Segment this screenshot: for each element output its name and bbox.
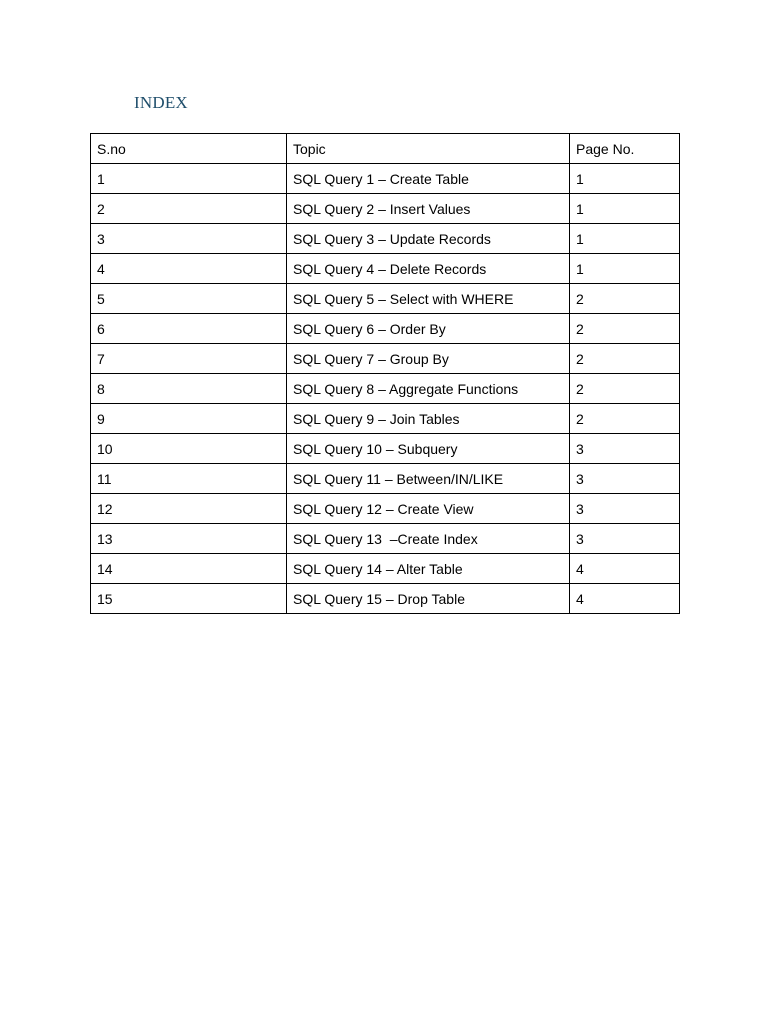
topic-cell: SQL Query 11 – Between/IN/LIKE [287,464,570,494]
serial-number-cell: 8 [91,374,287,404]
topic-cell: SQL Query 8 – Aggregate Functions [287,374,570,404]
topic-cell: SQL Query 4 – Delete Records [287,254,570,284]
serial-number-cell: 4 [91,254,287,284]
table-row [91,524,680,554]
topic-cell: SQL Query 12 – Create View [287,494,570,524]
page-number-cell: 2 [570,344,680,374]
page-number-cell: 2 [570,374,680,404]
table-row [91,584,680,614]
serial-number-cell: 7 [91,344,287,374]
topic-cell: SQL Query 14 – Alter Table [287,554,570,584]
table-row [91,224,680,254]
page-number-cell: 3 [570,464,680,494]
topic-cell: SQL Query 15 – Drop Table [287,584,570,614]
serial-number-cell: 5 [91,284,287,314]
topic-cell: SQL Query 1 – Create Table [287,164,570,194]
page-number-cell: 3 [570,494,680,524]
table-row [91,254,680,284]
table-body [91,164,680,614]
table-header [91,134,680,164]
serial-number-cell: 3 [91,224,287,254]
topic-cell: SQL Query 6 – Order By [287,314,570,344]
table-row [91,494,680,524]
topic-cell: SQL Query 10 – Subquery [287,434,570,464]
page-number-cell: 1 [570,164,680,194]
page-number-cell: 3 [570,524,680,554]
topic-cell: SQL Query 5 – Select with WHERE [287,284,570,314]
page-number-cell: 4 [570,584,680,614]
topic-cell: SQL Query 7 – Group By [287,344,570,374]
table-row [91,404,680,434]
serial-number-cell: 2 [91,194,287,224]
page-number-cell: 2 [570,404,680,434]
table-row [91,554,680,584]
serial-number-cell: 15 [91,584,287,614]
table-row [91,434,680,464]
header-topic: Topic [287,134,570,164]
table-row [91,314,680,344]
page-number-cell: 2 [570,314,680,344]
table-row [91,194,680,224]
page-number-cell: 1 [570,194,680,224]
serial-number-cell: 14 [91,554,287,584]
topic-cell: SQL Query 2 – Insert Values [287,194,570,224]
table-row [91,284,680,314]
table-row [91,164,680,194]
index-table [90,133,680,614]
page-title: INDEX [134,93,188,112]
table-row [91,344,680,374]
header-serial-number: S.no [91,134,287,164]
topic-cell: SQL Query 13 –Create Index [287,524,570,554]
page-number-cell: 1 [570,254,680,284]
serial-number-cell: 10 [91,434,287,464]
header-page-number: Page No. [570,134,680,164]
serial-number-cell: 6 [91,314,287,344]
topic-cell: SQL Query 3 – Update Records [287,224,570,254]
table-row [91,374,680,404]
serial-number-cell: 12 [91,494,287,524]
page-number-cell: 2 [570,284,680,314]
table-row [91,464,680,494]
serial-number-cell: 1 [91,164,287,194]
serial-number-cell: 11 [91,464,287,494]
header-row [91,134,680,164]
page-number-cell: 1 [570,224,680,254]
serial-number-cell: 9 [91,404,287,434]
topic-cell: SQL Query 9 – Join Tables [287,404,570,434]
page-number-cell: 4 [570,554,680,584]
serial-number-cell: 13 [91,524,287,554]
page-number-cell: 3 [570,434,680,464]
